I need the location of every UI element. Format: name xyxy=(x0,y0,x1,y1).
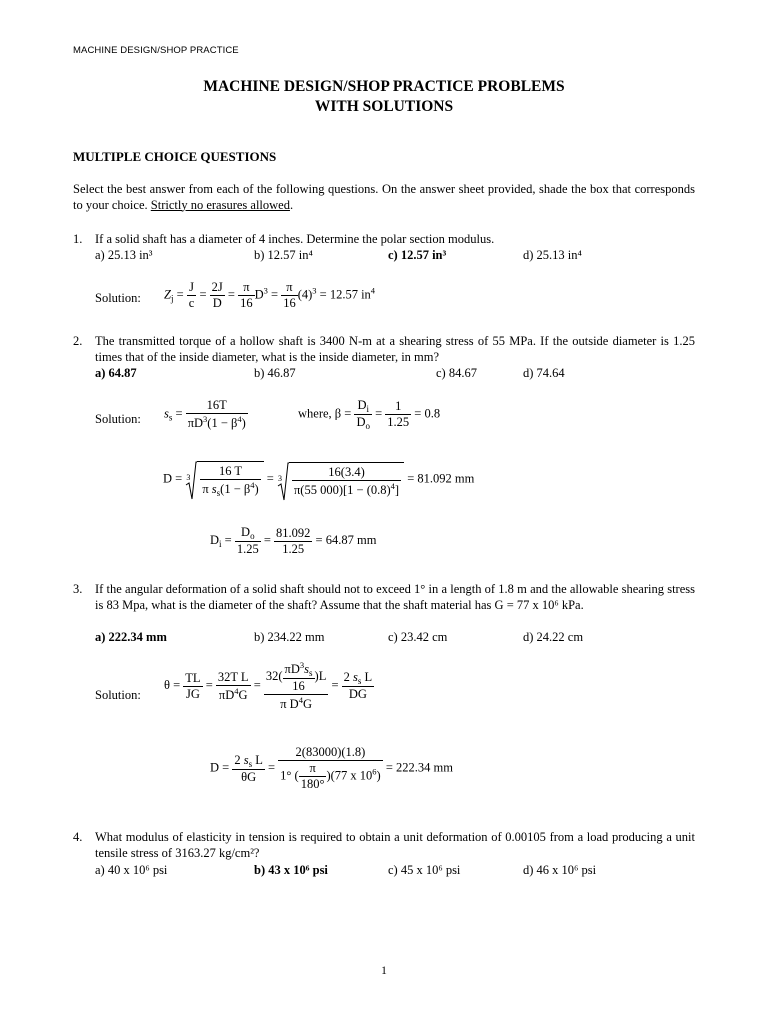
question-number: 2. xyxy=(73,334,83,348)
choice-b: b) 12.57 in⁴ xyxy=(254,248,313,262)
choice-d: d) 25.13 in⁴ xyxy=(523,248,582,262)
question-text: If the angular deformation of a solid shaft should not to exceed 1° in a length of 1.8 m and the allowable shearing stress is 83 Mpa, what is the diameter of the shaft? Assume that the shaft material has G = 77 x 10⁶ kPa. xyxy=(95,582,695,612)
instructions xyxy=(73,182,695,213)
choice-d: d) 74.64 xyxy=(523,366,565,380)
question-number: 3. xyxy=(73,582,83,596)
choice-c: c) 23.42 cm xyxy=(388,630,448,644)
solution-equation-beta: where, β = $\frac{D_i}{D_o}$ = $\frac{1}{1.25}$ = 0.8 xyxy=(298,398,441,431)
running-header: MACHINE DESIGN/SHOP PRACTICE xyxy=(73,45,239,56)
solution-equation: D = $\frac{2 s_s L}{\theta G}$ = 2(83000)(1.8) 1° ( $\frac{\pi}{180^\circ}$ )(77 x $10^6$) = 222.34 mm xyxy=(210,745,453,791)
page-number: 1 xyxy=(381,965,387,977)
solution-label: Solution: xyxy=(95,291,141,305)
question-number: 4. xyxy=(73,830,83,844)
choice-b: b) 46.87 xyxy=(254,366,296,380)
choice-c: c) 45 x 10⁶ psi xyxy=(388,863,461,877)
section-heading: MULTIPLE CHOICE QUESTIONS xyxy=(73,149,277,164)
choice-a: a) 40 x 10⁶ psi xyxy=(95,863,168,877)
instructions-underlined: Strictly no erasures allowed xyxy=(150,197,290,212)
choice-b-answer: b) 43 x 10⁶ psi xyxy=(254,863,328,877)
choice-a: a) 25.13 in³ xyxy=(95,248,153,262)
choice-a-answer: a) 222.34 mm xyxy=(95,630,167,644)
choice-c: c) 84.67 xyxy=(436,366,477,380)
document-title-line2: WITH SOLUTIONS xyxy=(314,98,454,115)
choice-c-answer: c) 12.57 in³ xyxy=(388,248,447,262)
choice-d: d) 24.22 cm xyxy=(523,630,584,644)
solution-equation: $s_s$ = $\frac{16T}{\pi D^3(1 - \beta^4)}$ xyxy=(164,398,246,430)
document-title-line1: MACHINE DESIGN/SHOP PRACTICE PROBLEMS xyxy=(203,78,565,95)
solution-equation: θ = $\frac{TL}{JG}$ = $\frac{\text{32T L}}{\pi D^4G}$ = 32( $\frac{\pi D^3s_s}{16}$ )L π $D^4G$ = $\frac{2 s_s L}{DG}$ xyxy=(164,660,373,711)
choice-a-answer: a) 64.87 xyxy=(95,366,137,380)
question-text: What modulus of elasticity in tension is required to obtain a unit deformation of 0.00105 from a load producing a unit tensile stress of 3163.27 kg/cm²? xyxy=(95,830,695,860)
question-number: 1. xyxy=(73,232,83,246)
question-text: If a solid shaft has a diameter of 4 inches. Determine the polar section modulus. xyxy=(95,232,495,246)
choice-b: b) 234.22 mm xyxy=(254,630,325,644)
solution-equation: $D_i$ = $\frac{D_o}{1.25}$ = $\frac{81.092}{1.25}$ = 64.87 mm xyxy=(210,525,377,556)
solution-label: Solution: xyxy=(95,688,141,702)
solution-label: Solution: xyxy=(95,412,141,426)
solution-equation: $Z_j$ = $\frac{J}{c}$ = $\frac{2J}{D}$ = $\frac{\pi}{16}$ $D^3$ = $\frac{\pi}{16}$ $(4)^3 = 12.57$ $in^4$ xyxy=(164,280,376,310)
instructions-text: Select the best answer from each of the following questions. On the answer sheet provided, shade the box that corresponds to your choice. xyxy=(73,182,695,212)
choice-d: d) 46 x 10⁶ psi xyxy=(523,863,597,877)
question-text: The transmitted torque of a hollow shaft is 3400 N-m at a shearing stress of 55 MPa. If the outside diameter is 1.25 times that of the inside diameter, what is the inside diameter, in mm? xyxy=(95,334,695,364)
solution-equation: D = 3 $\frac{16 T}{\pi s_s(1 - \beta^4)}$ = 3 $\frac{16(3.4)}{\pi(55 000)[1 - (0.8)^4]}$ = 81.092 mm xyxy=(163,461,474,498)
instructions-suffix: . xyxy=(289,197,294,212)
